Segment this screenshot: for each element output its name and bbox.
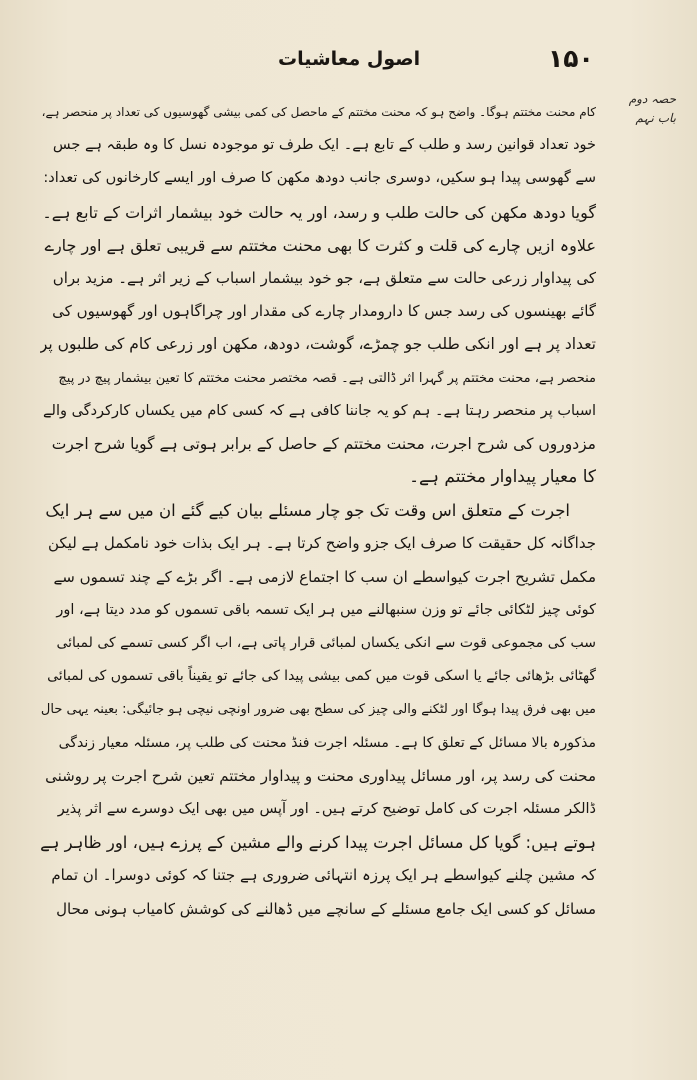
text-line: کوئی چیز لٹکائی جائے تو وزن سنبھالنے میں ہر ایک تسمہ باقی تسموں کو مدد دیتا ہے، اور [56, 601, 596, 618]
text-line: تعداد پر ہے اور انکی طلب جو چمڑے، گوشت، دودھ، مکھن اور زرعی کام کی طلبوں پر [40, 335, 596, 354]
text-line: ہوتے ہیں: گویا کل مسائل اجرت پیدا کرنے والے مشین کے پرزے ہیں، اور ظاہر ہے [40, 833, 596, 853]
page-header [0, 44, 697, 84]
text-line: اجرت کے متعلق اس وقت تک جو چار مسئلے بیان کیے گئے ان میں سے ہر ایک [45, 501, 570, 521]
text-line: کہ مشین چلنے کیواسطے ہر ایک پرزہ انتہائی ضروری ہے جتنا کہ کوئی دوسرا۔ ان تمام [51, 866, 596, 885]
text-line: میں بھی فرق پیدا ہوگا اور لٹکنے والی چیز کی سطح بھی ضرور اونچی نیچی ہو جائیگی: بعینہ یہی حال [40, 702, 596, 718]
text-line: مکمل تشریح اجرت کیواسطے ان سب کا اجتماع لازمی ہے۔ اگر بڑے کے چند تسموں سے [53, 567, 596, 586]
text-line: محنت کی رسد پر، اور مسائل پیداوری محنت و پیداوار مختتم تعین شرح اجرت پر روشنی [45, 766, 596, 785]
text-line: مزدوروں کی شرح اجرت، محنت مختتم کے حاصل کے برابر ہوتی ہے گویا شرح اجرت [51, 434, 596, 453]
text-line: کا معیار پیداوار مختتم ہے۔ [409, 467, 596, 488]
text-line: گویا دودھ مکھن کی حالت طلب و رسد، اور یہ حالت خود بیشمار اثرات کے تابع ہے۔ [42, 202, 596, 222]
text-line: منحصر ہے، محنت مختتم پر گہرا اثر ڈالتی ہے۔ قصہ مختصر محنت مختتم کا تعین بیشمار پیچ در پیچ [58, 370, 596, 386]
text-line: جداگانہ کل حقیقت کا صرف ایک جزو واضح کرتا ہے۔ ہر ایک بذات خود نامکمل ہے لیکن [47, 534, 596, 553]
page-bottom-margin [0, 1020, 697, 1080]
page-number: ۱۵۰ [548, 44, 594, 73]
text-line: سب کی مجموعی قوت سے انکی یکساں لمبائی قرار پاتی ہے، اب اگر کسی تسمے کی لمبائی [56, 635, 596, 651]
margin-note-part: حصہ دوم [628, 92, 676, 106]
text-line: گھٹائی بڑھائی جائے یا اسکی قوت میں کمی بیشی پیدا کی جائے تو یقیناً باقی تسموں کی لمبائی [47, 668, 596, 685]
margin-note-chapter: باب نہم [635, 111, 676, 125]
text-line: کی پیداوار زرعی حالت سے متعلق ہے، جو خود بیشمار اسباب کے زیر اثر ہے۔ مزید براں [52, 268, 596, 287]
margin-note [590, 90, 676, 128]
text-line: مذکورہ بالا مسائل کے تعلق کا ہے۔ مسئلہ اجرت فنڈ محنت کی طلب پر، مسئلہ معیار زندگی [58, 734, 596, 751]
body-text [40, 96, 596, 926]
text-line: گائے بھینسوں کی رسد جس کا دارومدار چارے کی مقدار اور چراگاہوں اور گھوسیوں کی [52, 302, 596, 321]
text-line: ڈالکر مسئلہ اجرت کی کامل توضیح کرتے ہیں۔ اور آپس میں بھی ایک دوسرے سے اثر پذیر [57, 800, 596, 817]
running-title: اصول معاشیات [278, 48, 421, 70]
text-line: خود تعداد قوانین رسد و طلب کے تابع ہے۔ ایک طرف تو موجودہ نسل کا وہ طبقہ ہے جس [52, 137, 596, 154]
text-line: مسائل کو کسی ایک جامع مسئلے کے سانچے میں ڈھالنے کی کوشش کامیاب ہونی محال [56, 899, 596, 918]
text-line: علاوہ ازیں چارے کی قلت و کثرت کا بھی محنت مختتم سے قریبی تعلق ہے اور چارے [44, 235, 596, 255]
text-line: کام محنت مختتم ہوگا۔ واضح ہو کہ محنت مختتم کے ماحصل کی کمی بیشی گھوسیوں کی تعداد پر منحصر ہے، [41, 105, 596, 119]
text-line: اسباب پر منحصر رہتا ہے۔ ہم کو یہ جاننا کافی ہے کہ کسی کام میں یکساں کارکردگی والے [43, 402, 596, 419]
text-line: سے گھوسی پیدا ہو سکیں، دوسری جانب دودھ مکھن کا صرف اور ایسے کارخانوں کی تعداد: [43, 170, 596, 187]
